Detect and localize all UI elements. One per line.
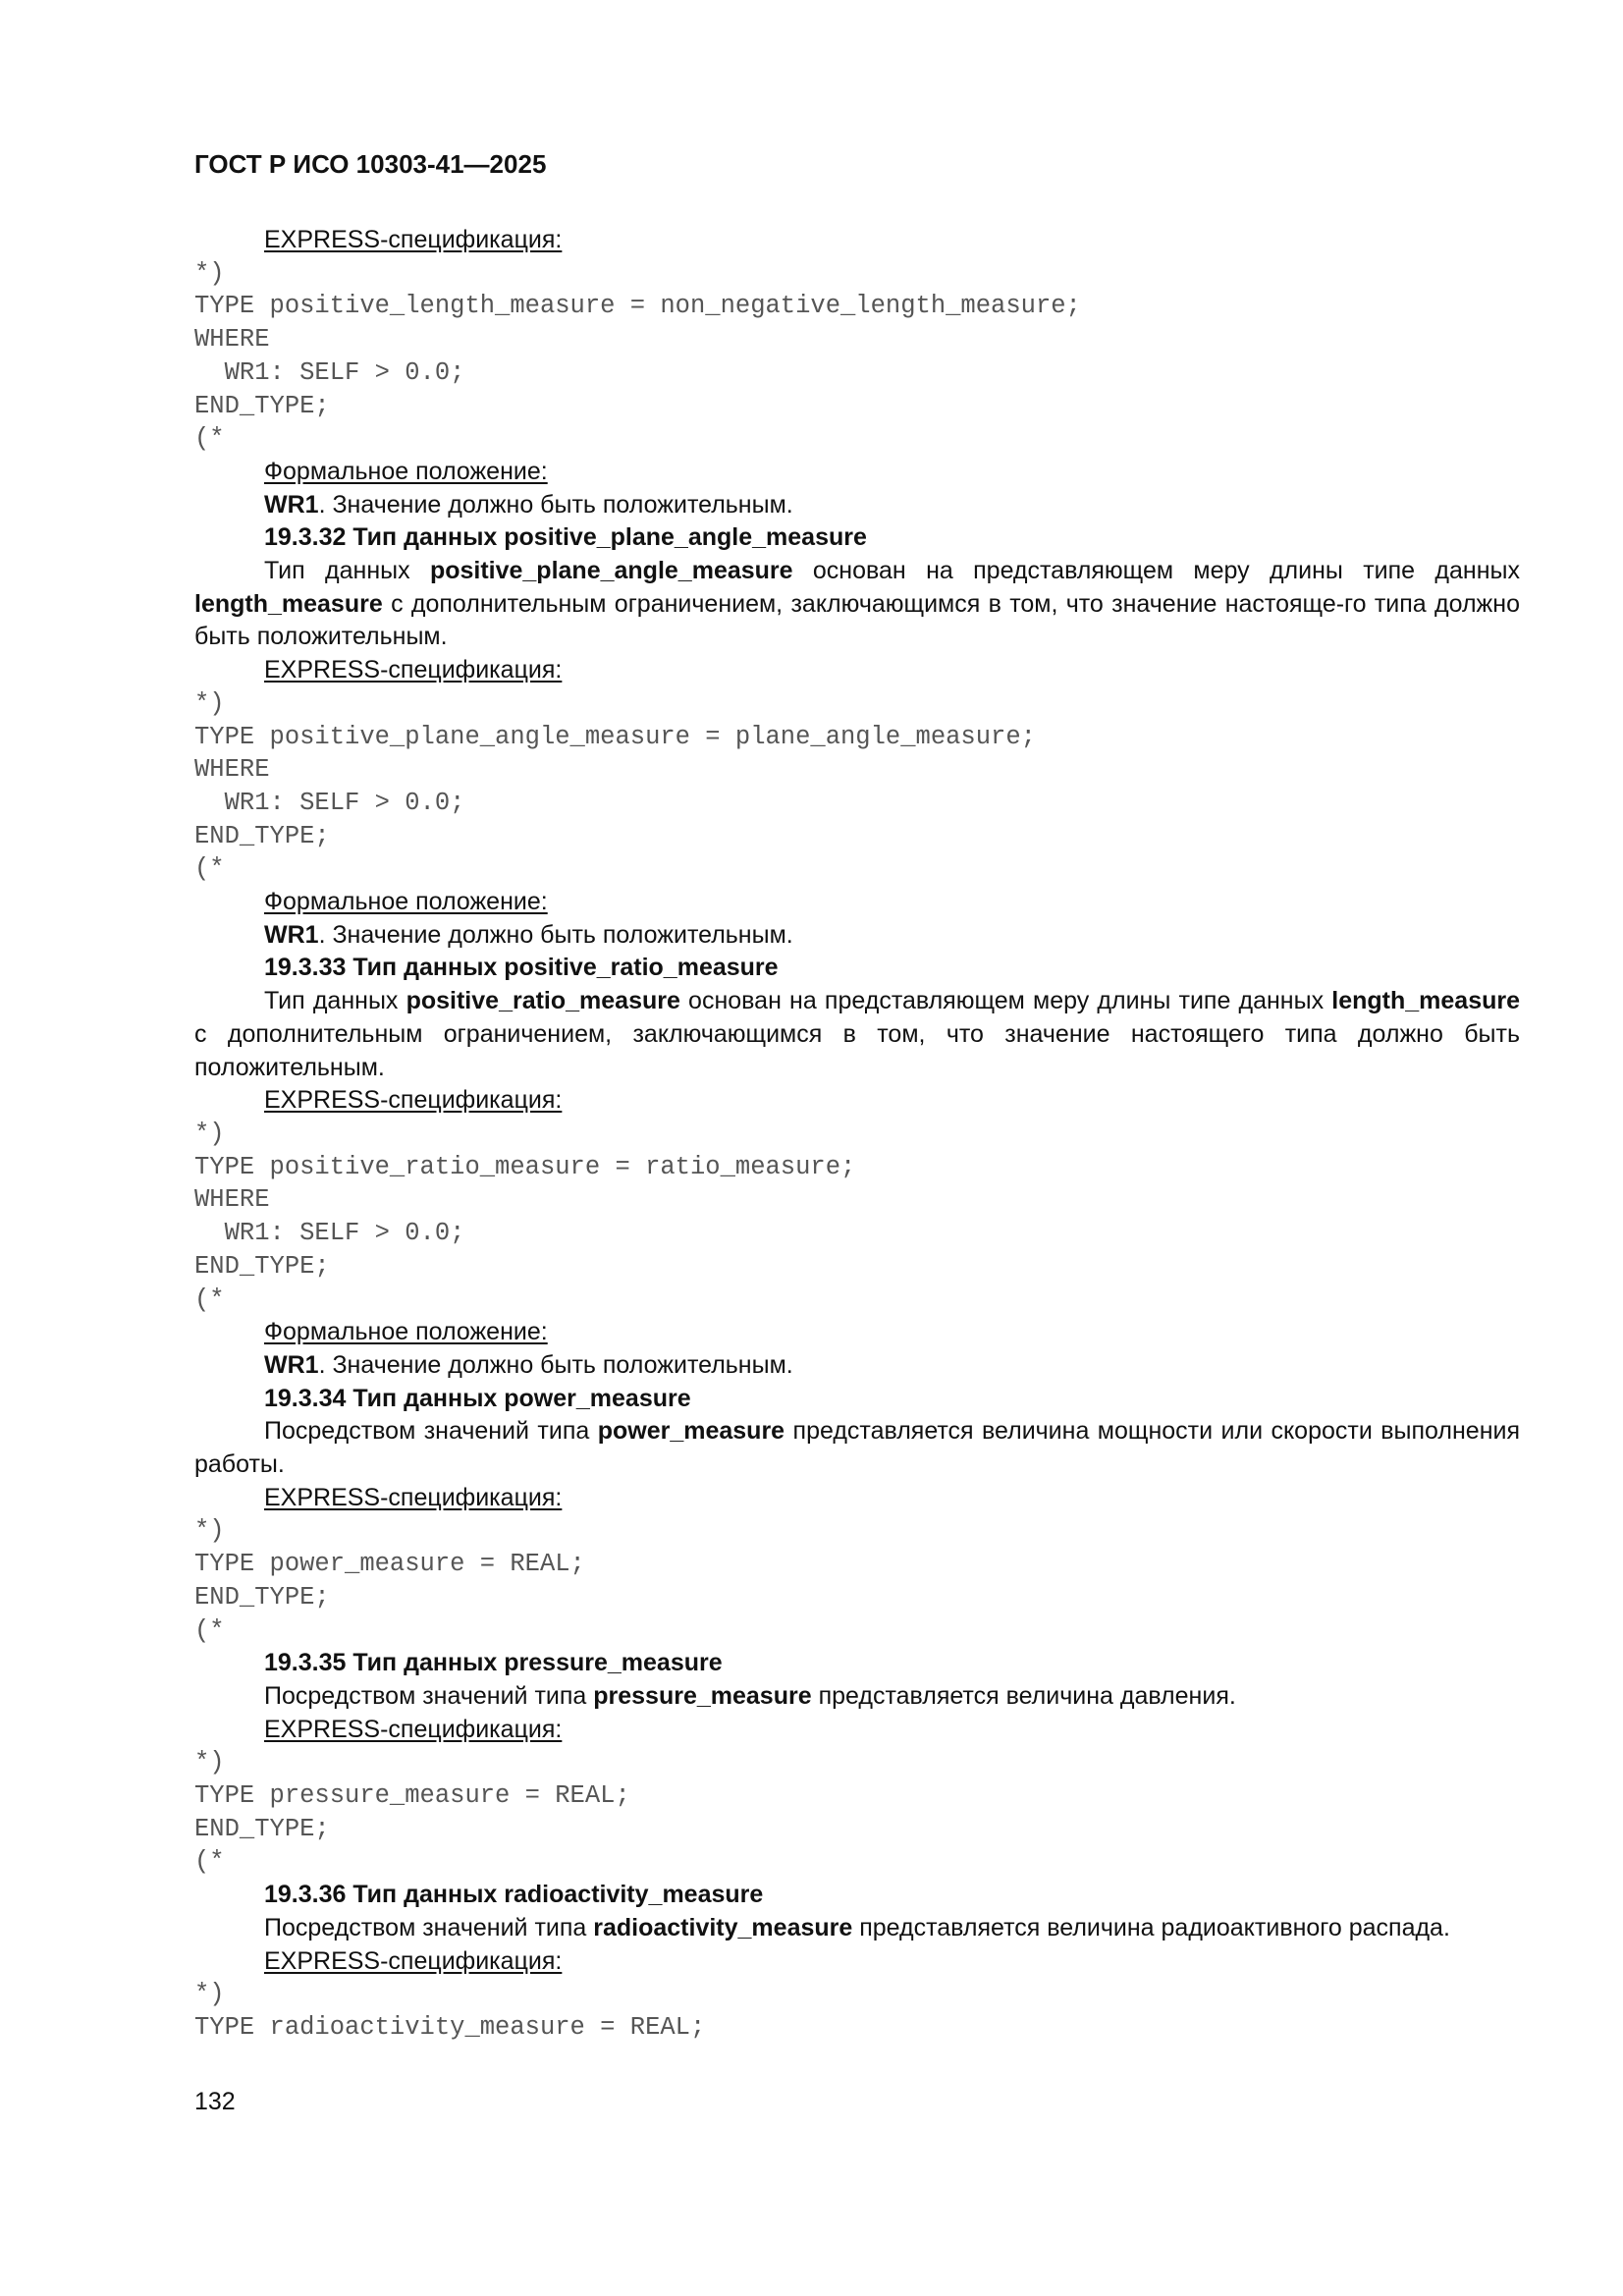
section-description bbox=[194, 1680, 1520, 1714]
code-line: WHERE bbox=[194, 325, 270, 355]
code-open: *) bbox=[194, 1980, 225, 2009]
code-line: END_TYPE; bbox=[194, 1251, 330, 1281]
express-spec-label: EXPRESS-спецификация: bbox=[264, 226, 563, 253]
code-close: (* bbox=[194, 1615, 225, 1645]
desc-type-name: length_measure bbox=[1331, 987, 1521, 1015]
section-pressure-measure bbox=[194, 1647, 1520, 1879]
where-rule bbox=[194, 1349, 1520, 1383]
where-rule-text: . Значение должно быть положительным. bbox=[318, 1350, 793, 1379]
desc-type-name: radioactivity_measure bbox=[593, 1913, 853, 1941]
where-rule-label: WR1 bbox=[264, 920, 319, 949]
desc-type-name: positive_ratio_measure bbox=[406, 987, 680, 1015]
desc-type-name: power_measure bbox=[597, 1417, 785, 1446]
code-line: TYPE positive_ratio_measure = ratio_measure; bbox=[194, 1152, 856, 1181]
desc-text: Посредством значений типа bbox=[264, 1681, 594, 1710]
desc-text: представляется величина радиоактивного распада. bbox=[852, 1913, 1450, 1941]
desc-text: Посредством значений типа bbox=[264, 1417, 598, 1446]
where-rule bbox=[194, 919, 1520, 953]
desc-text: представляется величина мощности или скорости выполнения работы. bbox=[194, 1417, 1520, 1479]
document-page bbox=[194, 147, 1520, 2045]
where-rule-label: WR1 bbox=[264, 490, 319, 519]
code-line: END_TYPE; bbox=[194, 1582, 330, 1612]
desc-text: с дополнительным ограничением, заключающимся в том, что значение настояще-го типа должно быть положительным. bbox=[194, 589, 1520, 651]
code-open: *) bbox=[194, 688, 225, 718]
where-rule-label: WR1 bbox=[264, 1350, 319, 1379]
express-spec-label: EXPRESS-спецификация: bbox=[264, 1483, 563, 1511]
desc-text: Тип данных bbox=[264, 987, 406, 1015]
code-open: *) bbox=[194, 258, 225, 288]
section-description bbox=[194, 1912, 1520, 1945]
code-line: WR1: SELF > 0.0; bbox=[194, 788, 465, 817]
express-spec-label: EXPRESS-спецификация: bbox=[264, 656, 563, 684]
code-line: TYPE pressure_measure = REAL; bbox=[194, 1781, 630, 1811]
express-spec-label: EXPRESS-спецификация: bbox=[264, 1715, 563, 1743]
section-heading: 19.3.35 Тип данных pressure_measure bbox=[264, 1649, 723, 1677]
desc-text: Тип данных bbox=[264, 557, 430, 585]
code-line: END_TYPE; bbox=[194, 821, 330, 850]
formal-proposition-label: Формальное положение: bbox=[264, 888, 548, 916]
code-line: TYPE radioactivity_measure = REAL; bbox=[194, 2012, 706, 2042]
section-power-measure bbox=[194, 1383, 1520, 1648]
section-heading: 19.3.36 Тип данных radioactivity_measure bbox=[264, 1881, 764, 1909]
code-line: TYPE power_measure = REAL; bbox=[194, 1550, 585, 1579]
formal-proposition-label: Формальное положение: bbox=[264, 1318, 548, 1346]
where-rule-text: . Значение должно быть положительным. bbox=[318, 920, 793, 949]
code-line: WHERE bbox=[194, 1185, 270, 1215]
page-number: 132 bbox=[194, 2088, 236, 2115]
desc-text: основан на представляющем меру длины типе данных bbox=[679, 987, 1332, 1015]
code-close: (* bbox=[194, 424, 225, 454]
section-radioactivity-measure bbox=[194, 1879, 1520, 2045]
where-rule-text: . Значение должно быть положительным. bbox=[318, 490, 793, 519]
formal-proposition-label: Формальное положение: bbox=[264, 457, 548, 485]
document-header: ГОСТ Р ИСО 10303-41—2025 bbox=[194, 149, 547, 179]
section-description bbox=[194, 985, 1520, 1084]
desc-type-name: length_measure bbox=[194, 589, 383, 618]
desc-text: с дополнительным ограничением, заключающимся в том, что значение настоящего типа должно быть положительным. bbox=[194, 1019, 1520, 1081]
desc-text: представляется величина давления. bbox=[811, 1681, 1236, 1710]
code-line: WR1: SELF > 0.0; bbox=[194, 357, 465, 387]
desc-text: основан на представляющем меру длины типе данных bbox=[792, 557, 1520, 585]
section-heading: 19.3.34 Тип данных power_measure bbox=[264, 1384, 691, 1412]
section-positive-length-measure bbox=[194, 224, 1520, 521]
desc-text: Посредством значений типа bbox=[264, 1913, 594, 1941]
code-open: *) bbox=[194, 1516, 225, 1546]
code-line: END_TYPE; bbox=[194, 391, 330, 420]
express-spec-label: EXPRESS-спецификация: bbox=[264, 1086, 563, 1115]
section-positive-ratio-measure bbox=[194, 952, 1520, 1382]
code-line: WHERE bbox=[194, 755, 270, 785]
code-close: (* bbox=[194, 1285, 225, 1314]
code-open: *) bbox=[194, 1119, 225, 1148]
code-line: WR1: SELF > 0.0; bbox=[194, 1219, 465, 1248]
code-line: TYPE positive_length_measure = non_negative_length_measure; bbox=[194, 292, 1081, 321]
section-heading: 19.3.32 Тип данных positive_plane_angle_measure bbox=[264, 523, 867, 552]
code-line: TYPE positive_plane_angle_measure = plane_angle_measure; bbox=[194, 722, 1036, 751]
code-close: (* bbox=[194, 854, 225, 884]
section-description bbox=[194, 1415, 1520, 1481]
section-heading: 19.3.33 Тип данных positive_ratio_measure bbox=[264, 954, 779, 982]
desc-type-name: positive_plane_angle_measure bbox=[429, 557, 793, 585]
section-positive-plane-angle-measure bbox=[194, 521, 1520, 952]
code-close: (* bbox=[194, 1847, 225, 1877]
code-line: END_TYPE; bbox=[194, 1814, 330, 1843]
desc-type-name: pressure_measure bbox=[593, 1681, 812, 1710]
express-spec-label: EXPRESS-спецификация: bbox=[264, 1946, 563, 1975]
code-open: *) bbox=[194, 1748, 225, 1777]
where-rule bbox=[194, 489, 1520, 522]
section-description bbox=[194, 555, 1520, 654]
